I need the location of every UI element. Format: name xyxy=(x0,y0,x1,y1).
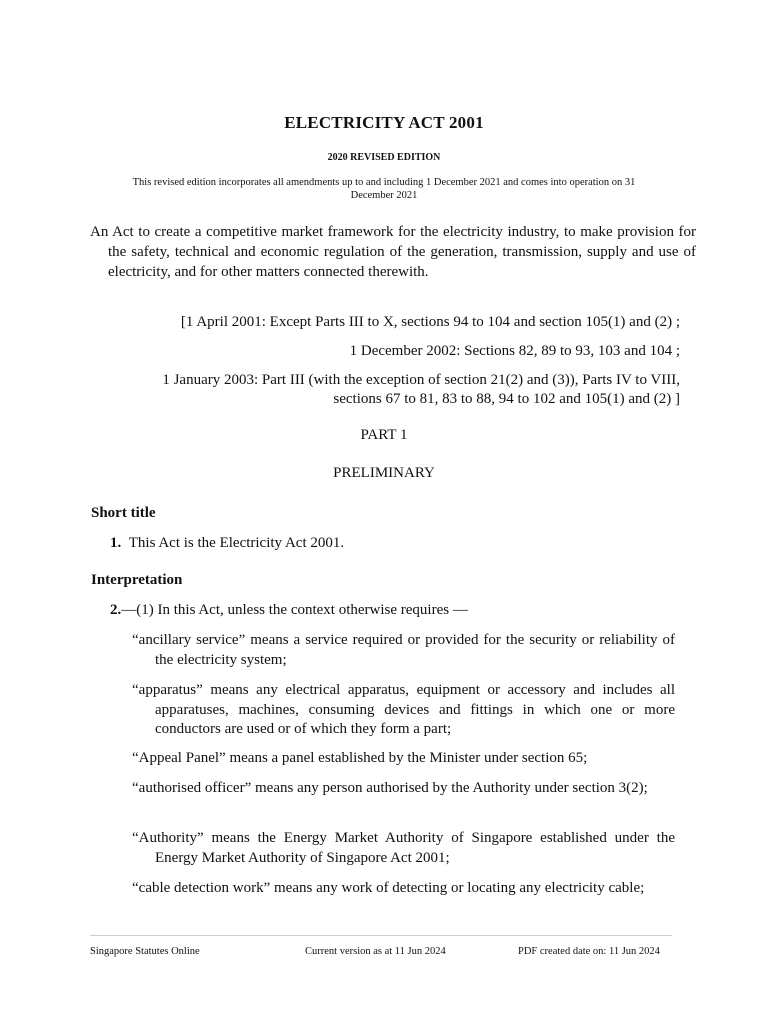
revised-edition-note: This revised edition incorporates all amendments up to and including 1 December 2021 and comes into operation on 31 December 2021 xyxy=(132,177,636,201)
definition-item: “ancillary service” means a service required or provided for the security or reliability of the electricity system; xyxy=(132,632,675,668)
definition-item: “apparatus” means any electrical apparatus, equipment or accessory and includes all apparatuses, machines, consuming devices and fittings in which one or more conductors are used or of which they form a part; xyxy=(132,682,675,737)
section-body: This Act is the Electricity Act 2001. xyxy=(128,535,345,551)
section-1 xyxy=(110,535,344,552)
section-number: 1. xyxy=(110,535,122,551)
commencement-line-2: 1 December 2002: Sections 82, 89 to 93, 103 and 104 ; xyxy=(349,343,680,359)
section-2 xyxy=(110,602,468,619)
part-number: PART 1 xyxy=(360,427,408,443)
part-title: PRELIMINARY xyxy=(333,465,435,481)
section-body: —(1) In this Act, unless the context otherwise requires — xyxy=(121,602,468,618)
commencement-line-4: sections 67 to 81, 83 to 88, 94 to 102 and 105(1) and (2) ] xyxy=(333,391,680,407)
definition-item: “Appeal Panel” means a panel established by the Minister under section 65; xyxy=(132,750,588,766)
section-heading-short-title: Short title xyxy=(91,505,156,521)
footer-source: Singapore Statutes Online xyxy=(90,946,200,957)
edition-label: 2020 REVISED EDITION xyxy=(327,152,441,163)
section-number: 2. xyxy=(110,602,122,618)
long-title: An Act to create a competitive market framework for the electricity industry, to make provision for the safety, technical and economic regulation of the generation, transmission, supply and use of electricity, and for other matters connected therewith. xyxy=(90,224,696,280)
definition-item: “Authority” means the Energy Market Authority of Singapore established under the Energy Market Authority of Singapore Act 2001; xyxy=(132,830,675,866)
commencement-line-3: 1 January 2003: Part III (with the exception of section 21(2) and (3)), Parts IV to VIII, xyxy=(162,372,680,388)
definition-item: “authorised officer” means any person authorised by the Authority under section 3(2); xyxy=(132,780,648,796)
footer-current-version: Current version as at 11 Jun 2024 xyxy=(305,946,446,957)
act-title: ELECTRICITY ACT 2001 xyxy=(284,113,484,132)
footer-divider xyxy=(90,935,672,936)
section-heading-interpretation: Interpretation xyxy=(91,572,183,588)
commencement-line-1: [1 April 2001: Except Parts III to X, sections 94 to 104 and section 105(1) and (2) ; xyxy=(180,314,680,330)
definition-item: “cable detection work” means any work of detecting or locating any electricity cable; xyxy=(132,880,645,896)
footer-pdf-created: PDF created date on: 11 Jun 2024 xyxy=(518,946,660,957)
